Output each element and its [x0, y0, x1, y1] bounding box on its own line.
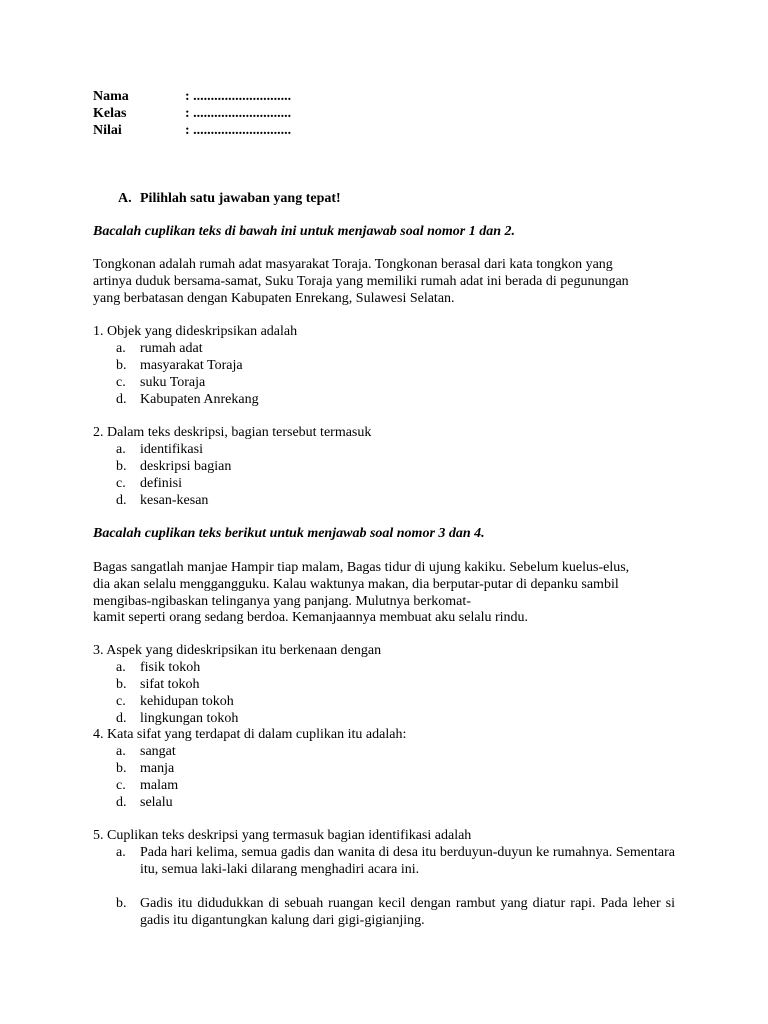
question-stem: 2. Dalam teks deskripsi, bagian tersebut termasuk [93, 425, 372, 440]
option-letter: b. [116, 896, 127, 911]
passage-line: dia akan selalu menggangguku. Kalau waktunya makan, dia berputar-putar di depanku sambil [93, 577, 619, 592]
passage-line: mengibas-ngibaskan telinganya yang panjang. Mulutnya berkomat- [93, 594, 471, 609]
question-stem: 5. Cuplikan teks deskripsi yang termasuk bagian identifikasi adalah [93, 828, 472, 843]
section-title: Pilihlah satu jawaban yang tepat! [140, 191, 341, 206]
option-text: fisik tokoh [140, 660, 201, 675]
option-text: malam [140, 778, 179, 793]
option-letter: c. [116, 778, 126, 793]
passage-line: Tongkonan adalah rumah adat masyarakat Toraja. Tongkonan berasal dari kata tongkon yang [93, 257, 613, 272]
option-text: deskripsi bagian [140, 459, 232, 474]
option-text: Gadis itu didudukkan di sebuah ruangan kecil dengan rambut yang diatur rapi. Pada leher si gadis itu digantungkan kalung dari gigi-gigianjing. [140, 896, 675, 928]
section-marker: A. [118, 191, 132, 206]
option-letter: a. [116, 660, 126, 675]
option-letter: c. [116, 375, 126, 390]
option-letter: c. [116, 694, 126, 709]
option-text: sifat tokoh [140, 677, 200, 692]
option-text: suku Toraja [140, 375, 206, 390]
option-text: definisi [140, 476, 182, 491]
option-letter: d. [116, 493, 127, 508]
class-label: Kelas [93, 106, 127, 121]
option-letter: b. [116, 358, 127, 373]
option-letter: d. [116, 392, 127, 407]
option-letter: a. [116, 341, 126, 356]
option-text: selalu [140, 795, 173, 810]
passage-line: yang berbatasan dengan Kabupaten Enrekang, Sulawesi Selatan. [93, 291, 455, 306]
option-letter: c. [116, 476, 126, 491]
option-letter: d. [116, 711, 127, 726]
score-label: Nilai [93, 123, 122, 138]
instruction-2: Bacalah cuplikan teks berikut untuk menjawab soal nomor 3 dan 4. [93, 526, 485, 541]
option-text: kehidupan tokoh [140, 694, 234, 709]
class-field: : ............................ [185, 106, 292, 121]
option-text: masyarakat Toraja [140, 358, 243, 373]
instruction-1: Bacalah cuplikan teks di bawah ini untuk menjawab soal nomor 1 dan 2. [93, 224, 516, 239]
option-text: manja [140, 761, 175, 776]
name-field: : ............................ [185, 89, 292, 104]
option-text: Kabupaten Anrekang [140, 392, 259, 407]
option-letter: a. [116, 442, 126, 457]
option-text: rumah adat [140, 341, 203, 356]
question-stem: 4. Kata sifat yang terdapat di dalam cuplikan itu adalah: [93, 727, 407, 742]
option-text: kesan-kesan [140, 493, 209, 508]
option-text: identifikasi [140, 442, 203, 457]
name-label: Nama [93, 89, 129, 104]
score-field: : ............................ [185, 123, 292, 138]
passage-line: Bagas sangatlah manjae Hampir tiap malam, Bagas tidur di ujung kakiku. Sebelum kuelus-elus, [93, 560, 630, 575]
option-letter: b. [116, 677, 127, 692]
option-letter: b. [116, 761, 127, 776]
option-text: Pada hari kelima, semua gadis dan wanita di desa itu berduyun-duyun ke rumahnya. Sementara itu, semua laki-laki dilarang menghadiri acara ini. [140, 845, 675, 877]
option-text: sangat [140, 744, 176, 759]
passage-line: artinya duduk bersama-samat, Suku Toraja yang memiliki rumah adat ini berada di pegunungan [93, 274, 629, 289]
question-stem: 1. Objek yang dideskripsikan adalah [93, 324, 298, 339]
option-letter: a. [116, 845, 126, 860]
question-stem: 3. Aspek yang dideskripsikan itu berkenaan dengan [93, 643, 382, 658]
option-letter: a. [116, 744, 126, 759]
passage-line: kamit seperti orang sedang berdoa. Kemanjaannya membuat aku selalu rindu. [93, 610, 529, 625]
option-text: lingkungan tokoh [140, 711, 239, 726]
option-letter: b. [116, 459, 127, 474]
option-letter: d. [116, 795, 127, 810]
